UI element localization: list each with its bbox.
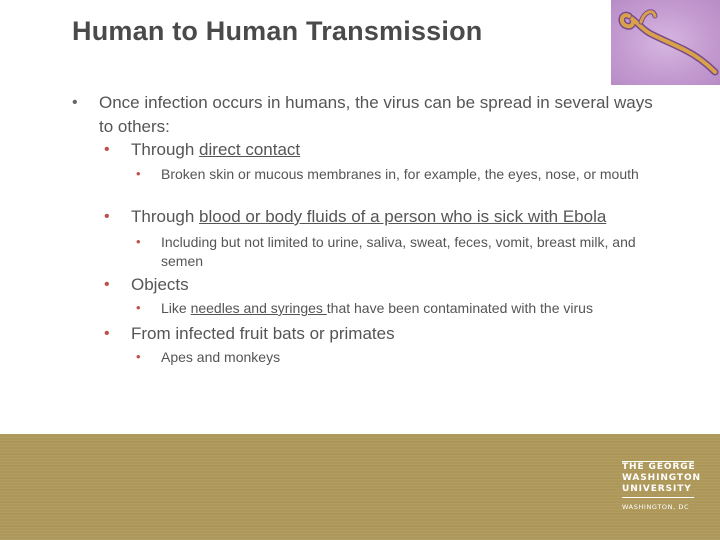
bullet-text: Through <box>131 207 200 226</box>
ebola-virus-micrograph-image <box>611 0 720 85</box>
bullet-text: Like <box>161 300 191 316</box>
bullet-icon: • <box>136 300 141 315</box>
bullet-text: Once infection occurs in humans, the virus can be spread in several ways to others: <box>99 93 653 136</box>
logo-location: WASHINGTON, DC <box>622 503 690 511</box>
bullet-item <box>72 91 659 139</box>
logo-divider <box>622 497 694 498</box>
bullet-text: Objects <box>131 275 189 294</box>
bullet-item <box>104 322 671 346</box>
bullet-text: Broken skin or mucous membranes in, for example, the eyes, nose, or mouth <box>161 166 639 182</box>
bullet-icon: • <box>136 234 141 249</box>
bullet-item <box>136 233 671 271</box>
bullet-text-tail: that have been contaminated with the virus <box>326 300 593 316</box>
bullet-item <box>136 299 671 318</box>
bullet-text: Including but not limited to urine, saliva, sweat, feces, vomit, breast milk, and semen <box>161 234 636 269</box>
direct-contact-link[interactable]: direct contact <box>199 140 301 159</box>
bullet-icon: • <box>104 141 110 158</box>
gw-university-logo <box>622 459 701 511</box>
bullet-item <box>104 138 671 162</box>
virus-filament-icon <box>611 0 720 85</box>
footer-band <box>0 434 720 540</box>
bullet-icon: • <box>136 349 141 364</box>
bullet-text: Through <box>131 140 200 159</box>
bullet-item <box>136 165 671 184</box>
bullet-text: From infected fruit bats or primates <box>131 324 395 343</box>
bullet-icon: • <box>104 325 110 342</box>
bullet-item <box>104 205 671 229</box>
blood-body-fluids-link[interactable]: blood or body fluids of a person who is sick with Ebola <box>199 207 607 226</box>
bullet-text: Apes and monkeys <box>161 349 281 365</box>
bullet-item <box>104 273 671 297</box>
logo-line: WASHINGTON <box>622 473 701 483</box>
bullet-icon: • <box>104 208 110 225</box>
bullet-icon: • <box>104 276 110 293</box>
bullet-icon: • <box>72 94 78 111</box>
slide-title: Human to Human Transmission <box>72 16 483 46</box>
needles-syringes-link[interactable]: needles and syringes <box>190 300 327 316</box>
bullet-icon: • <box>136 166 141 181</box>
bullet-item <box>136 348 671 367</box>
logo-line: UNIVERSITY <box>622 484 692 494</box>
logo-line: THE GEORGE <box>622 462 696 472</box>
